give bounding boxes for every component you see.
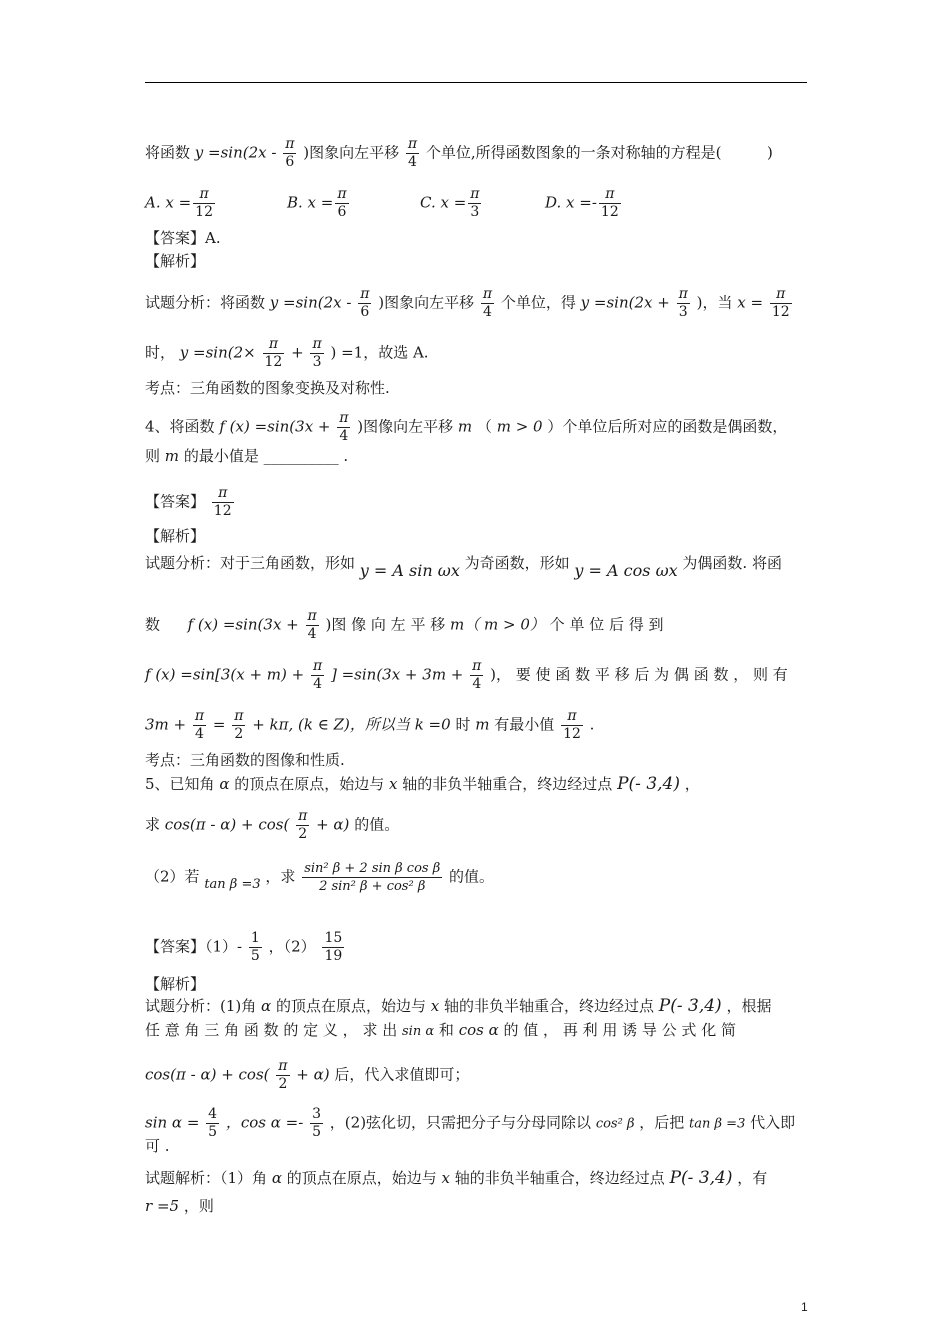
q5-stem-line3: （2）若 tan β =3 ，求 $\frac{\text{sin² β + 2 sin β cos β}}{\text{2 sin² β + cos² β}}$ 的值。 [145, 861, 495, 894]
fraction: $\frac{1}{5}$ [250, 930, 260, 964]
q5-analysis-line1: 试题分析：(1)角 α 的顶点在原点，始边与 x 轴的非负半轴重合，终边经过点 P(- 3,4) ，根据 [145, 996, 772, 1016]
text: 个单位,所得函数图象的一条对称轴的方程是( [425, 143, 722, 162]
q4-analysis-label: 【解析】 [145, 527, 206, 545]
fraction: $\frac{\pi}{2}$ [234, 708, 244, 742]
q5-solution-line1: 试题解析：（1）角 α 的顶点在原点，始边与 x 轴的非负半轴重合，终边经过点 P(- 3,4) ，有 [145, 1168, 768, 1188]
fraction: $\frac{\text{sin² β + 2 sin β cos β}}{\text{2 sin² β + cos² β}}$ [304, 861, 441, 894]
text: )图象向左平移 [303, 143, 400, 162]
q5-stem-line1: 5、已知角 α 的顶点在原点，始边与 x 轴的非负半轴重合，终边经过点 P(- 3,4) ， [145, 774, 700, 794]
fraction: $\frac{4}{5}$ [208, 1106, 218, 1140]
q5-stem-line2: 求 cos(π - α) + cos( $\frac{\pi}{2}$ + α) 的值。 [145, 808, 400, 842]
fraction: $\frac{\pi}{12}$ [600, 186, 619, 220]
fraction: $\frac{\pi}{3}$ [470, 186, 480, 220]
fraction: $\frac{\pi}{12}$ [264, 336, 283, 370]
q5-solution-line2: r =5 ，则 [145, 1197, 214, 1215]
answer-blank: __________ [263, 447, 339, 465]
fraction: $\frac{\pi}{4}$ [472, 658, 482, 692]
q3-answer: 【答案】A. [145, 229, 221, 247]
numerator: π [407, 136, 418, 152]
header-rule [145, 82, 807, 83]
q5-analysis-label: 【解析】 [145, 975, 206, 993]
text: ) [767, 143, 773, 162]
option-d: D. x =- $\frac{\pi}{12}$ [545, 186, 619, 220]
q5-analysis-line4: sin α = $\frac{4}{5}$ ，cos α =- $\frac{3}{5}$ ，(2)弦化切，只需把分子与分母同除以 cos² β ，后把 tan β =3 代入即 [145, 1106, 796, 1140]
fraction: $\frac{\pi}{6}$ [337, 186, 347, 220]
q3-options [145, 186, 665, 221]
q4-analysis-line1: 试题分析：对于三角函数，形如 y = A sin ωx 为奇函数，形如 y = A cos ωx 为偶函数. 将函 [145, 554, 782, 580]
q4-kaodian: 考点：三角函数的图像和性质. [145, 751, 345, 769]
fraction: $\frac{\pi}{4}$ [194, 708, 205, 742]
q3-stem [145, 136, 773, 171]
fraction: $\frac{3}{5}$ [312, 1106, 322, 1140]
q5-analysis-line5: 可 . [145, 1137, 170, 1155]
fraction: $\frac{\pi}{12}$ [213, 485, 232, 519]
fraction: $\frac{\pi}{12}$ [771, 286, 790, 320]
fraction [283, 136, 296, 171]
fraction: $\frac{\pi}{4}$ [339, 410, 349, 444]
page-number: 1 [801, 1300, 808, 1314]
q3-analysis-line1: 试题分析：将函数 y =sin(2x - $\frac{\pi}{6}$ )图象向左平移 $\frac{\pi}{4}$ 个单位，得 y =sin(2x + $\frac{\pi}{3}$ )，当 x = $\frac{\pi}{12}$ [145, 286, 790, 320]
q4-analysis-line4: 3m + $\frac{\pi}{4}$ = $\frac{\pi}{2}$ + kπ, (k ∈ Z)，所以当 k =0 时 m 有最小值 $\frac{\pi}{12}$ . [145, 708, 595, 742]
q4-analysis-line2: 数 f (x) =sin(3x + $\frac{\pi}{4}$ )图 像 向 左 平 移 m（ m > 0） 个 单 位 后 得 到 [145, 608, 664, 642]
q4-stem-line1: 4、将函数 f (x) =sin(3x + $\frac{\pi}{4}$ )图像向左平移 m （ m > 0 ）个单位后所对应的函数是偶函数， [145, 410, 788, 444]
fraction: $\frac{\pi}{4}$ [312, 658, 323, 692]
option-c: C. x = $\frac{\pi}{3}$ [420, 186, 480, 220]
q3-analysis-line2: 时， y =sin(2× $\frac{\pi}{12}$ + $\frac{\pi}{3}$ ) =1，故选 A. [145, 336, 429, 370]
fraction: $\frac{\pi}{3}$ [678, 286, 688, 320]
q4-analysis-line3: f (x) =sin[3(x + m) + $\frac{\pi}{4}$ ] =sin(3x + 3m + $\frac{\pi}{4}$ )， 要 使 函 数 平 移 后 为 偶 函 数 ， 则 有 [145, 658, 788, 692]
q4-stem-line2: 则 m 的最小值是 __________ . [145, 447, 349, 465]
q3-kaodian: 考点：三角函数的图象变换及对称性. [145, 379, 390, 397]
fraction: $\frac{\pi}{12}$ [195, 186, 213, 220]
denominator: 4 [408, 154, 417, 170]
fraction: $\frac{\pi}{2}$ [278, 1058, 288, 1092]
fraction: $\frac{\pi}{12}$ [563, 708, 581, 742]
q5-answer: 【答案】（1）- $\frac{1}{5}$ ，（2） $\frac{15}{19}$ [145, 930, 343, 964]
fraction [406, 136, 419, 171]
text: 将函数 [145, 143, 191, 162]
numerator: π [285, 136, 295, 152]
fraction: $\frac{\pi}{4}$ [482, 286, 493, 320]
option-a: A. x = $\frac{\pi}{12}$ [145, 186, 213, 220]
fraction: $\frac{\pi}{6}$ [360, 286, 370, 320]
fraction: $\frac{\pi}{3}$ [312, 336, 322, 370]
option-b: B. x = $\frac{\pi}{6}$ [287, 186, 347, 220]
q4-answer: 【答案】 $\frac{\pi}{12}$ [145, 485, 232, 519]
fraction: $\frac{15}{19}$ [324, 930, 343, 964]
fraction: $\frac{\pi}{2}$ [298, 808, 308, 842]
q5-analysis-line2: 任 意 角 三 角 函 数 的 定 义 ， 求 出 sin α 和 cos α 的 值 ， 再 利 用 诱 导 公 式 化 简 [145, 1021, 736, 1039]
formula: y =sin(2x - [194, 143, 277, 162]
fraction: $\frac{\pi}{4}$ [307, 608, 317, 642]
q3-analysis-label: 【解析】 [145, 252, 206, 270]
q5-analysis-line3: cos(π - α) + cos( $\frac{\pi}{2}$ + α) 后，代入求值即可； [145, 1058, 470, 1092]
denominator: 6 [285, 154, 295, 170]
